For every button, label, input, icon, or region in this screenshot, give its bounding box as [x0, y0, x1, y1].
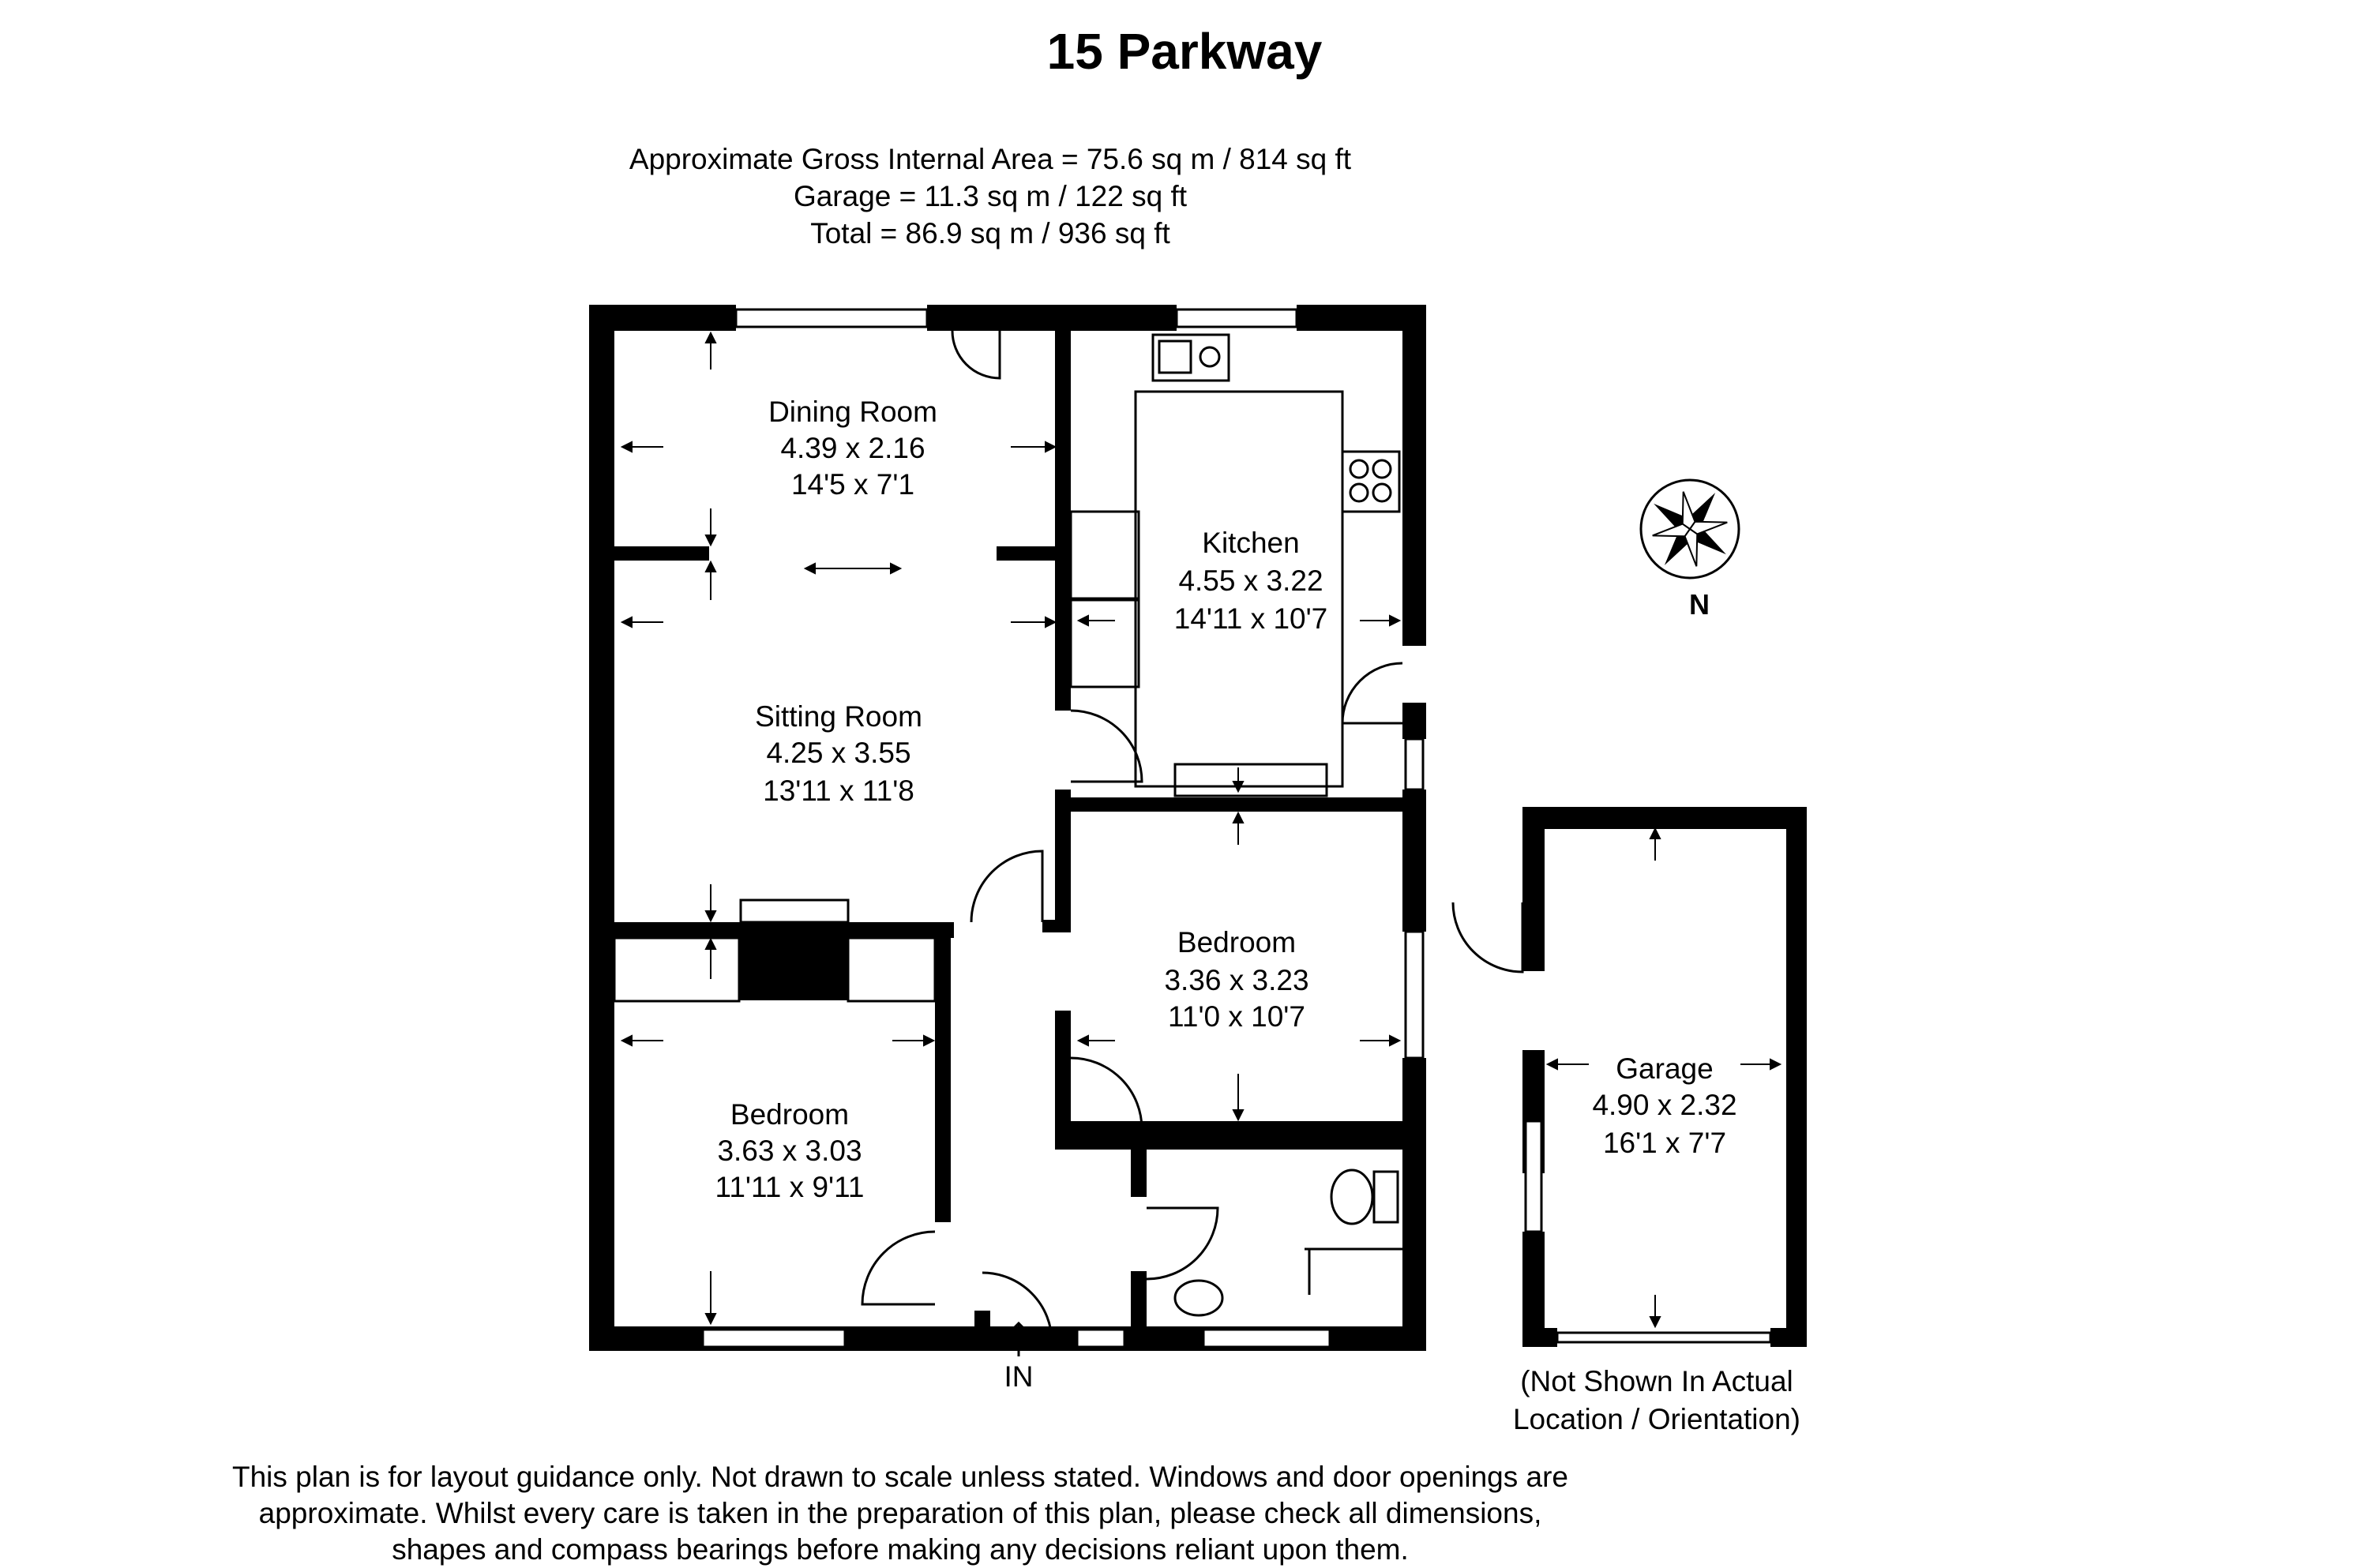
- bedroom-right-name: Bedroom: [1177, 926, 1297, 958]
- bedroom-wardrobe-left: [614, 938, 739, 1001]
- plan-title: 15 Parkway: [1046, 23, 1323, 80]
- gross-internal-area: Approximate Gross Internal Area = 75.6 sq m / 814 sq ft: [629, 143, 1352, 175]
- wash-basin: [1175, 1281, 1222, 1315]
- dining-room-imperial: 14'5 x 7'1: [790, 468, 915, 501]
- garage-area: Garage = 11.3 sq m / 122 sq ft: [793, 180, 1188, 212]
- kitchen-hob: [1342, 452, 1399, 512]
- garage-metric: 4.90 x 2.32: [1592, 1089, 1737, 1121]
- bedroom-left-imperial: 11'11 x 9'11: [715, 1171, 865, 1203]
- sitting-room-name: Sitting Room: [755, 700, 922, 733]
- kitchen-metric: 4.55 x 3.22: [1178, 565, 1323, 597]
- sitting-to-kitchen-door: [1071, 711, 1142, 782]
- hall-to-bedroom-right-door: [1071, 1058, 1142, 1129]
- hall-to-bedroom-left-door: [862, 1232, 935, 1304]
- garage-imperial: 16'1 x 7'7: [1602, 1127, 1727, 1159]
- kitchen-name: Kitchen: [1202, 527, 1300, 559]
- garage-name: Garage: [1616, 1052, 1714, 1085]
- sitting-to-hall-door: [971, 851, 1042, 922]
- dining-door: [952, 331, 1000, 378]
- compass-rose-icon: [1641, 480, 1739, 578]
- kitchen-imperial: 14'11 x 10'7: [1173, 602, 1328, 635]
- bedroom-left-metric: 3.63 x 3.03: [717, 1135, 862, 1167]
- kitchen-back-door: [1342, 663, 1402, 723]
- toilet: [1331, 1170, 1372, 1224]
- total-area: Total = 86.9 sq m / 936 sq ft: [810, 217, 1170, 249]
- fixtures: [614, 335, 1402, 1315]
- sitting-room-imperial: 13'11 x 11'8: [763, 775, 914, 807]
- kitchen-cupboard-1: [1071, 512, 1139, 598]
- disclaimer-line-1: This plan is for layout guidance only. Not drawn to scale unless stated. Windows and door openings are: [232, 1461, 1568, 1493]
- sitting-room-metric: 4.25 x 3.55: [766, 737, 911, 769]
- dining-room-metric: 4.39 x 2.16: [780, 432, 925, 464]
- dining-room-name: Dining Room: [768, 396, 937, 428]
- fireplace-hearth-sitting: [741, 900, 848, 922]
- compass-north-label: N: [1689, 588, 1710, 621]
- disclaimer-line-3: shapes and compass bearings before making any decisions reliant upon them.: [392, 1533, 1409, 1566]
- kitchen-shelf: [1175, 764, 1327, 796]
- garage-side-door: [1453, 902, 1522, 972]
- room-labels: [715, 396, 1801, 1435]
- disclaimer-line-2: approximate. Whilst every care is taken in the preparation of this plan, please check all dimensions,: [258, 1497, 1542, 1529]
- kitchen-cupboard-2: [1071, 600, 1139, 687]
- bedroom-left-name: Bedroom: [730, 1098, 850, 1131]
- garage-note-line-2: Location / Orientation): [1512, 1403, 1801, 1435]
- hall-to-bathroom-door: [1147, 1208, 1218, 1279]
- bedroom-right-imperial: 11'0 x 10'7: [1168, 1000, 1305, 1033]
- bedroom-right-metric: 3.36 x 3.23: [1164, 964, 1309, 996]
- disclaimer: [0, 1459, 1800, 1568]
- bedroom-wardrobe-right: [848, 938, 935, 1001]
- entrance-label: IN: [1004, 1360, 1034, 1393]
- garage-note-line-1: (Not Shown In Actual: [1520, 1365, 1793, 1397]
